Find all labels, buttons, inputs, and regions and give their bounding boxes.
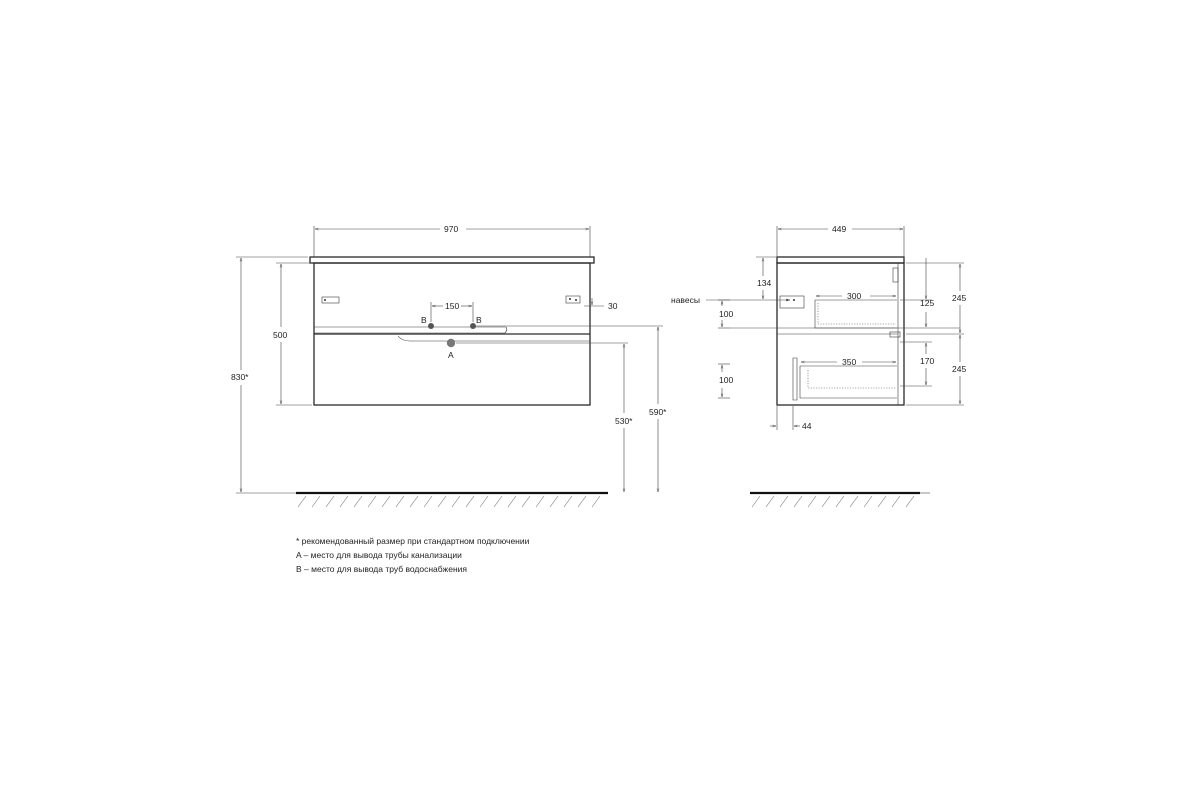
hatch-stroke [466, 496, 474, 507]
hatch-stroke [382, 496, 390, 507]
legend-note-b: B – место для вывода труб водоснабжения [296, 564, 467, 574]
lower-drawer-box [800, 366, 897, 398]
hatch-stroke [794, 496, 802, 507]
label-b-right: B [476, 315, 482, 325]
hatch-stroke [536, 496, 544, 507]
hatch-stroke [410, 496, 418, 507]
hatch-stroke [298, 496, 306, 507]
dim-cabinet-height: 500 [273, 330, 288, 340]
hatch-stroke [766, 496, 774, 507]
hatch-stroke [340, 496, 348, 507]
hatch-stroke [906, 496, 914, 507]
hatch-stroke [508, 496, 516, 507]
dim-hanger-offset: 30 [608, 301, 618, 311]
dim-supply-height: 590* [649, 407, 667, 417]
hatch-stroke [312, 496, 320, 507]
hatch-stroke [326, 496, 334, 507]
legend-note-asterisk: * рекомендованный размер при стандартном подключении [296, 536, 530, 546]
hatch-stroke [494, 496, 502, 507]
side-floor-hatch [752, 496, 914, 507]
right-hanger [566, 296, 580, 303]
dim-total-height: 830* [231, 372, 249, 382]
hatch-stroke [438, 496, 446, 507]
hatch-stroke [752, 496, 760, 507]
label-hangers: навесы [671, 295, 700, 305]
hatch-stroke [822, 496, 830, 507]
side-wall-profile [793, 358, 797, 400]
hatch-stroke [354, 496, 362, 507]
hatch-stroke [452, 496, 460, 507]
legend-note-a: A – место для вывода трубы канализации [296, 550, 462, 560]
hatch-stroke [864, 496, 872, 507]
hatch-stroke [550, 496, 558, 507]
hatch-stroke [780, 496, 788, 507]
upper-drawer-edge [314, 327, 507, 333]
dim-wall-offset: 44 [802, 421, 812, 431]
dim-depth: 449 [832, 224, 847, 234]
hatch-stroke [424, 496, 432, 507]
hatch-stroke [892, 496, 900, 507]
hatch-stroke [592, 496, 600, 507]
dim-drain-height: 530* [615, 416, 633, 426]
left-hanger [322, 297, 339, 303]
dim-top-offset: 134 [757, 278, 772, 288]
side-view [671, 224, 966, 507]
hatch-stroke [480, 496, 488, 507]
dim-lower-drawer-height: 170 [920, 356, 935, 366]
dim-upper-drawer-depth: 300 [847, 291, 862, 301]
label-a: A [448, 350, 454, 360]
hatch-stroke [836, 496, 844, 507]
side-countertop [777, 257, 904, 263]
front-countertop [310, 257, 594, 263]
hatch-stroke [522, 496, 530, 507]
front-view [231, 224, 667, 507]
front-floor-hatch [298, 496, 600, 507]
label-b-left: B [421, 315, 427, 325]
hatch-stroke [564, 496, 572, 507]
dim-lower-drawer-depth: 350 [842, 357, 857, 367]
upper-drawer-box [815, 300, 897, 328]
hatch-stroke [578, 496, 586, 507]
hatch-stroke [396, 496, 404, 507]
dim-upper-drawer-height: 125 [920, 298, 935, 308]
water-supply-point-b-left [428, 323, 434, 329]
dim-lower-front: 245 [952, 364, 967, 374]
dim-width: 970 [444, 224, 459, 234]
hatch-stroke [368, 496, 376, 507]
dim-upper-front: 245 [952, 293, 967, 303]
hatch-stroke [878, 496, 886, 507]
hatch-stroke [808, 496, 816, 507]
side-hanger-bracket [780, 296, 804, 308]
dim-upper-gap: 100 [719, 309, 734, 319]
drain-point-a [447, 339, 455, 347]
lower-drawer-handle [398, 336, 590, 341]
dim-pipe-spacing: 150 [445, 301, 460, 311]
dim-lower-gap: 100 [719, 375, 734, 385]
hatch-stroke [850, 496, 858, 507]
